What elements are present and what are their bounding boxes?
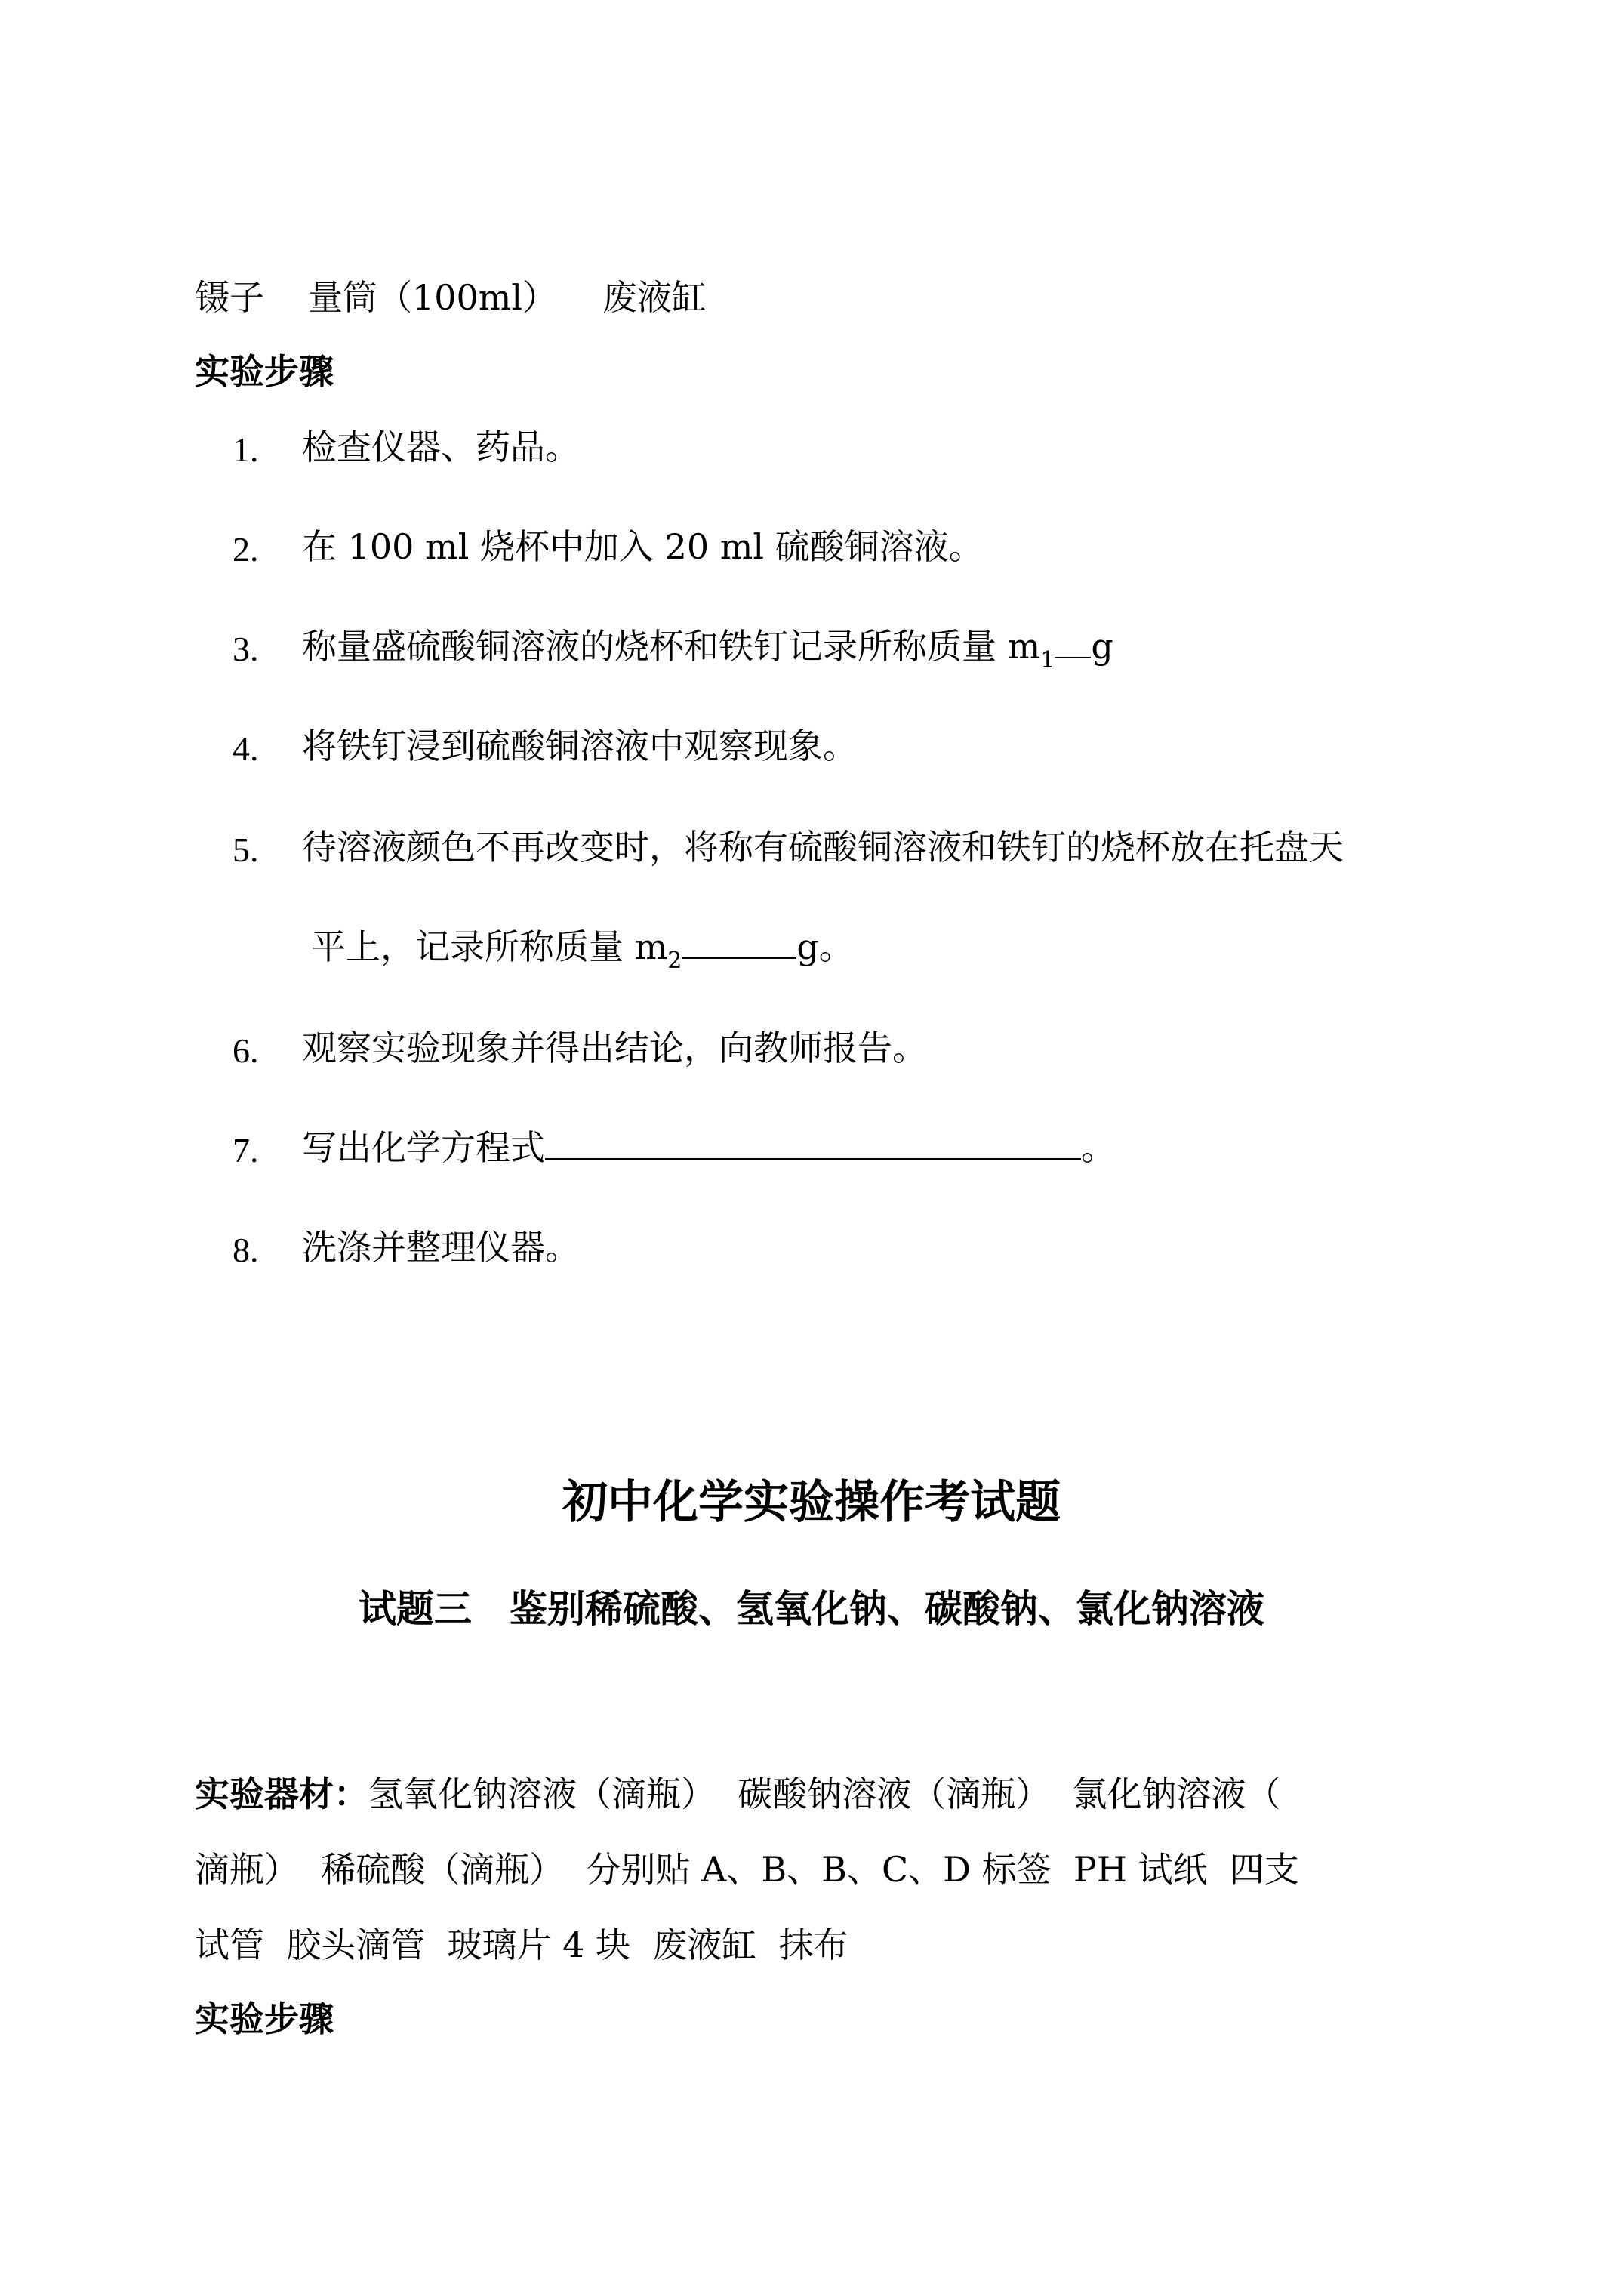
step-text-5-cont (311, 924, 854, 975)
step-number-4: 4. (233, 729, 259, 768)
exam-topic: 鉴别稀硫酸、氢氧化钠、碳酸钠、氯化钠溶液 (510, 1587, 1264, 1631)
steps-heading-1: 实验步骤 (195, 351, 334, 392)
step-number-1: 1. (233, 430, 259, 469)
materials-label: 实验器材： (195, 1774, 368, 1814)
step-number-3: 3. (233, 630, 259, 668)
materials-text-1: 氢氧化钠溶液（滴瓶） 碳酸钠溶液（滴瓶） 氯化钠溶液（ (368, 1774, 1281, 1814)
mass-blank-1 (1055, 627, 1091, 658)
step-text-6: 观察实验现象并得出结论，向教师报告。 (302, 1028, 927, 1068)
step-text-2: 在 100 ml 烧杯中加入 20 ml 硫酸铜溶液。 (302, 526, 984, 567)
mass-subscript-1: 1 (1040, 647, 1055, 673)
step-text-3-main: 称量盛硫酸铜溶液的烧杯和铁钉记录所称质量 m (302, 626, 1041, 667)
step-text-3 (302, 624, 1113, 674)
step-text-8: 洗涤并整理仪器。 (302, 1227, 580, 1268)
step-number-7: 7. (233, 1131, 259, 1170)
mass-subscript-2: 2 (667, 948, 682, 974)
page-title: 初中化学实验操作考试题 (562, 1476, 1061, 1529)
step-text-7-end: 。 (1081, 1127, 1116, 1168)
equipment-item-cylinder: 量筒（100ml） (308, 277, 558, 318)
materials-line-3: 试管 胶头滴管 玻璃片 4 块 废液缸 抹布 (195, 1925, 848, 1965)
equipment-line (195, 275, 707, 320)
step-text-1: 检查仪器、药品。 (302, 427, 580, 467)
materials-line-1 (195, 1771, 1281, 1817)
equipment-item-tweezers: 镊子 (195, 277, 264, 318)
step-number-2: 2. (233, 530, 259, 569)
step-text-7 (302, 1125, 1116, 1170)
step-text-7-main: 写出化学方程式 (302, 1127, 545, 1168)
equipment-item-waste-tank: 废液缸 (602, 277, 707, 318)
step-text-5: 待溶液颜色不再改变时，将称有硫酸铜溶液和铁钉的烧杯放在托盘天 (302, 827, 1344, 868)
materials-line-2: 滴瓶） 稀硫酸（滴瓶） 分别贴 A、B、B、C、D 标签 PH 试纸 四支 (195, 1849, 1299, 1890)
step-text-4: 将铁钉浸到硫酸铜溶液中观察现象。 (302, 726, 858, 766)
unit-g-2: g。 (796, 926, 854, 967)
equation-blank (545, 1128, 1081, 1160)
exam-subtitle (0, 1584, 1623, 1634)
step-number-6: 6. (233, 1031, 259, 1070)
step-text-5-cont-main: 平上，记录所称质量 m (311, 926, 668, 967)
steps-heading-2: 实验步骤 (195, 1999, 334, 2039)
exam-number: 试题三 (359, 1587, 472, 1631)
step-number-8: 8. (233, 1231, 259, 1269)
unit-g-1: g (1091, 626, 1113, 667)
mass-blank-2 (682, 927, 796, 959)
step-number-5: 5. (233, 831, 259, 869)
